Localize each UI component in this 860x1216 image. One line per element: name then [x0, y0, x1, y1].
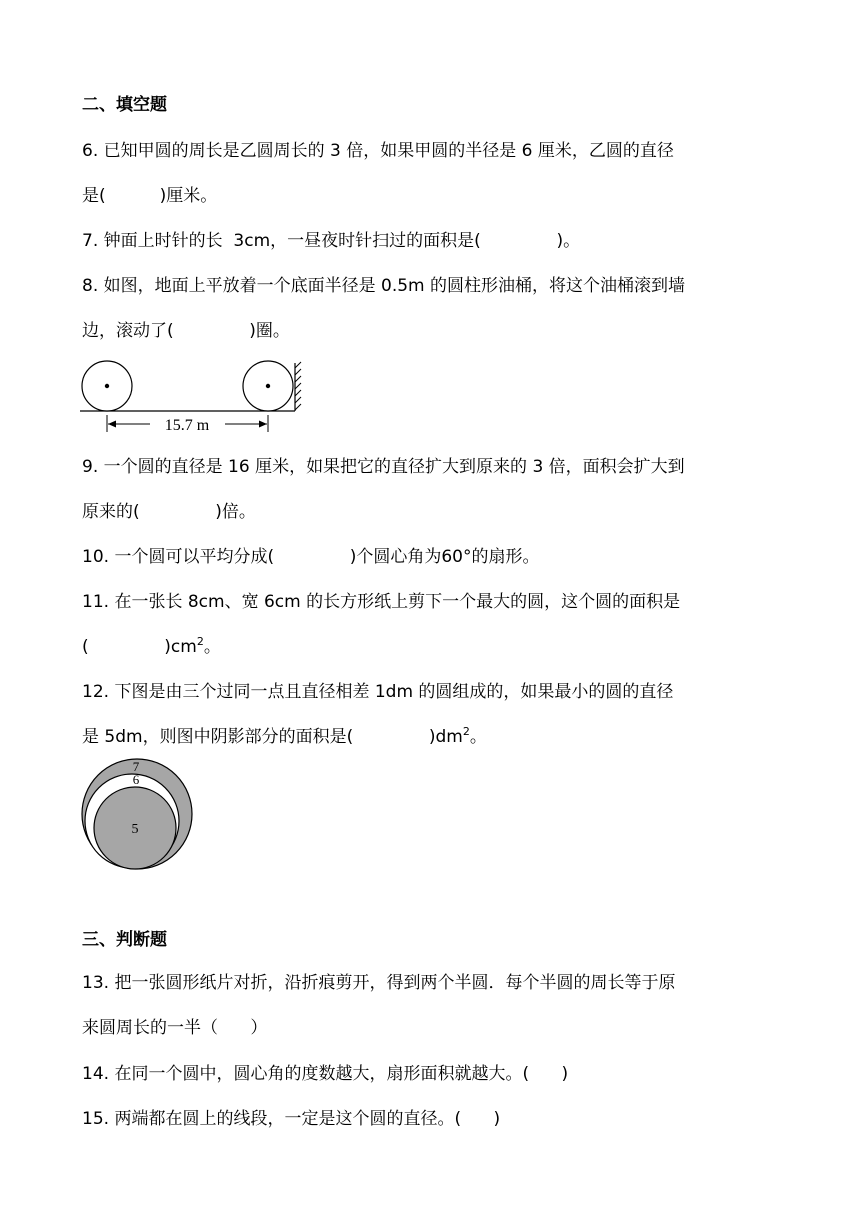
- three-circles-figure: [80, 758, 215, 873]
- barrel-rolling-figure: [80, 358, 310, 438]
- arrowhead-right: [259, 421, 267, 428]
- question-11-line-1: 11. 在一张长 8cm、宽 6cm 的长方形纸上剪下一个最大的圆，这个圆的面积是: [82, 592, 681, 612]
- barrel-end-center: [266, 384, 270, 388]
- question-6-line-1: 6. 已知甲圆的周长是乙圆周长的 3 倍，如果甲圆的半径是 6 厘米，乙圆的直径: [82, 141, 674, 161]
- section-heading-true-false: 三、判断题: [82, 930, 167, 950]
- question-9-line-1: 9. 一个圆的直径是 16 厘米，如果把它的直径扩大到原来的 3 倍，面积会扩大到: [82, 457, 685, 477]
- label-7: 7: [132, 759, 140, 774]
- question-7: 7. 钟面上时针的长 3cm，一昼夜时针扫过的面积是( )。: [82, 231, 581, 251]
- question-9-line-2: 原来的( )倍。: [82, 502, 256, 522]
- question-8-line-2: 边，滚动了( )圈。: [82, 321, 290, 341]
- question-6-line-2: 是( )厘米。: [82, 186, 218, 206]
- q12-unit-exponent: 2: [462, 725, 470, 738]
- question-12-line-2: [82, 726, 782, 748]
- distance-label: 15.7 m: [164, 417, 210, 434]
- question-13-line-1: 13. 把一张圆形纸片对折，沿折痕剪开，得到两个半圆．每个半圆的周长等于原: [82, 973, 676, 993]
- question-14: 14. 在同一个圆中，圆心角的度数越大，扇形面积就越大。( ): [82, 1064, 569, 1084]
- q11-answer-blank: ( )cm: [82, 637, 197, 657]
- question-10: 10. 一个圆可以平均分成( )个圆心角为60°的扇形。: [82, 547, 540, 567]
- question-13-line-2: 来圆周长的一半（ ）: [82, 1018, 268, 1038]
- section-heading-fill-in: 二、填空题: [82, 95, 167, 115]
- q11-line-end: 。: [203, 637, 221, 657]
- question-15: 15. 两端都在圆上的线段，一定是这个圆的直径。( ): [82, 1109, 501, 1129]
- question-11-line-2: [82, 636, 782, 658]
- label-5: 5: [131, 822, 139, 837]
- question-8-line-1: 8. 如图，地面上平放着一个底面半径是 0.5m 的圆柱形油桶，将这个油桶滚到墙: [82, 276, 686, 296]
- label-6: 6: [132, 772, 140, 787]
- question-12-line-1: 12. 下图是由三个过同一点且直径相差 1dm 的圆组成的，如果最小的圆的直径: [82, 682, 674, 702]
- arrowhead-left: [108, 421, 116, 428]
- q12-answer-blank: 是 5dm，则图中阴影部分的面积是( )dm: [82, 727, 463, 747]
- wall-hatching: [295, 362, 301, 410]
- q12-line-end: 。: [469, 727, 487, 747]
- barrel-start-center: [105, 384, 109, 388]
- q11-unit-exponent: 2: [196, 635, 204, 648]
